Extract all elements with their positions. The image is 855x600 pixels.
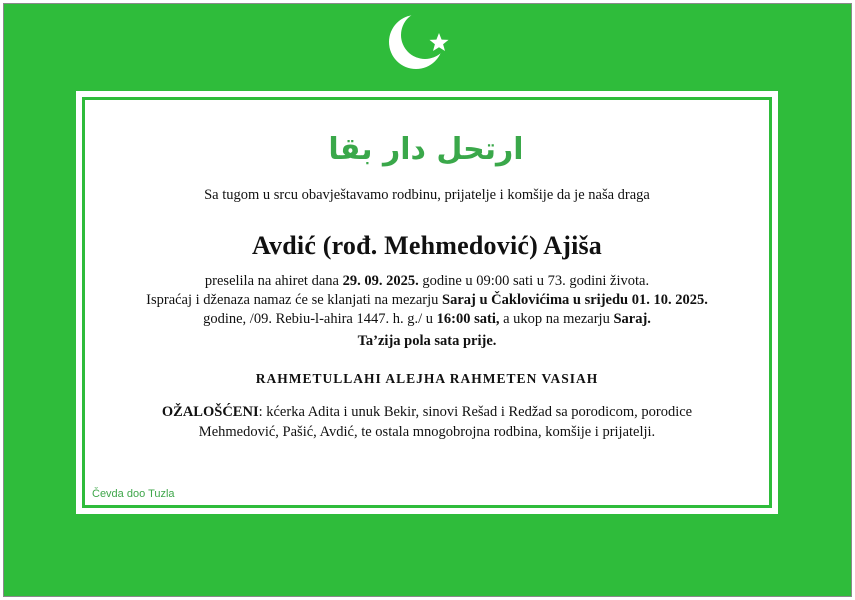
- detail-line-death: preselila na ahiret dana 29. 09. 2025. godine u 09:00 sati u 73. godini života.: [204, 273, 650, 289]
- funeral-place-date: Saraj u Čaklovićima u srijedu 01. 10. 2025.: [442, 292, 708, 308]
- crescent-star-icon: [384, 8, 464, 74]
- detail-line-time: godine, /09. Rebiu-l-ahira 1447. h. g./ u 16:00 sati, a ukop na mezarju Saraj.: [203, 311, 651, 327]
- publisher-signature: Čevda doo Tuzla: [92, 488, 175, 500]
- obituary-panel: [76, 91, 778, 514]
- funeral-time: 16:00 sati,: [436, 311, 500, 327]
- mourners-line-2: Mehmedović, Pašić, Avdić, te ostala mnogobrojna rodbina, komšije i prijatelji.: [198, 424, 656, 440]
- dua-text: RAHMETULLAHI ALEJHA RAHMETEN VASIAH: [255, 371, 599, 386]
- tazija-note: Ta’zija pola sata prije.: [357, 333, 497, 349]
- svg-text:ارتحل دار بقا: ارتحل دار بقا: [328, 132, 524, 167]
- mourners-label: OŽALOŠĆENI: [161, 404, 259, 420]
- deceased-name: Avdić (rođ. Mehmedović) Ajiša: [251, 231, 603, 260]
- burial-place: Saraj.: [613, 311, 651, 327]
- detail-line-funeral: Ispraćaj i dženaza namaz će se klanjati na mezarju Saraj u Čaklovićima u srijedu 01. 10. 2025.: [146, 292, 708, 308]
- mourners-line-1: OŽALOŠĆENI: kćerka Adita i unuk Bekir, sinovi Rešad i Redžad sa porodicom, porodice: [161, 404, 693, 420]
- arabic-calligraphy: [328, 109, 524, 177]
- obituary-poster: [3, 3, 852, 597]
- intro-text: Sa tugom u srcu obavještavamo rodbinu, prijatelje i komšije da je naša draga: [204, 187, 650, 203]
- death-date: 29. 09. 2025.: [342, 273, 419, 289]
